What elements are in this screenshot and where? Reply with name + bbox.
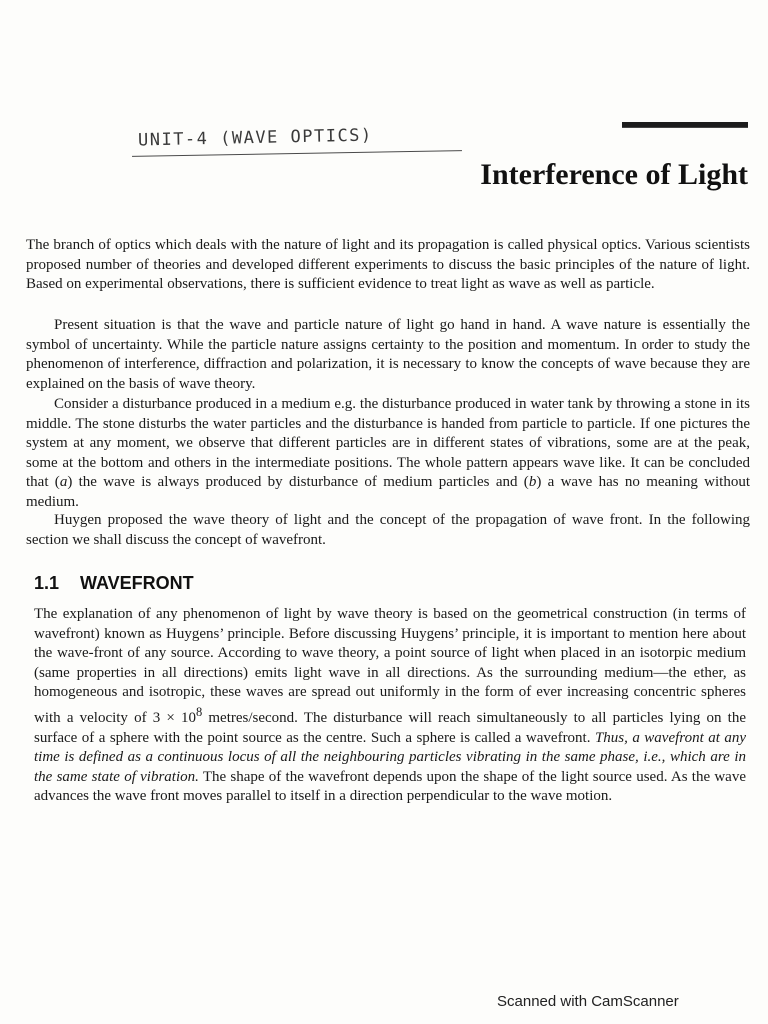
intro-paragraph-3: [26, 395, 750, 513]
intro-paragraph-1: The branch of optics which deals with the nature of light and its propagation is called physical optics. Various scientists proposed number of theories and developed different experiments to discuss the basic principles of the nature of light. Based on experimental observations, there is sufficient evidence to treat light as wave as well as particle.: [26, 237, 750, 293]
velocity-exponent: 8: [195, 704, 203, 719]
scanner-watermark: Scanned with CamScanner: [497, 993, 679, 1010]
top-rule: [622, 122, 748, 128]
wavefront-text-b: metres/second. The disturbance will reach simultaneously to all particles lying on the surface of a sphere with the point source as the centre. Such a sphere is called a wavefront.: [34, 709, 746, 746]
wavefront-definition: Thus, a wavefront at any time is defined as a continuous locus of all the neighbouring particles vibrating in the same phase, i.e., which are in the same state of vibration.: [34, 729, 746, 785]
wavefront-text-c: The shape of the wavefront depends upon the shape of the light source used. As the wave advances the wave front moves parallel to itself in a direction perpendicular to the wave motion.: [34, 768, 746, 805]
section-number: 1.1: [34, 573, 60, 593]
section-title: WAVEFRONT: [80, 573, 194, 593]
intro-paragraph-3-part-a: Consider a disturbance produced in a medium e.g. the disturbance produced in water tank by throwing a stone in its middle. The stone disturbs the water particles and the disturbance is handed from particle to particle. If one pictures the system at any moment, we observe that different particles are in different states of vibrations, some are at the peak, some at the bottom and others in the intermediate positions. The whole pattern appears wave like. It can be concluded that (: [26, 396, 750, 491]
list-letter-a: a: [59, 474, 68, 491]
wavefront-text-a: The explanation of any phenomenon of light by wave theory is based on the geometrical construction (in terms of wavefront) known as Huygens’ principle. Before discussing Huygens’ principle, it is important to mention here about the wave-front of any source. According to wave theory, a point source of light when placed in an isotorpic medium (same properties in all directions) emits light wave in all directions. As the surrounding medium—the ether, as homogeneous and isotropic, these waves are spread out uniformly in the form of ever increasing concentric spheres with a velocity of 3 × 10: [34, 606, 746, 726]
intro-paragraph-4: Huygen proposed the wave theory of light and the concept of the propagation of wave front. In the following section we shall discuss the concept of wavefront.: [26, 512, 750, 548]
intro-paragraph-2: Present situation is that the wave and particle nature of light go hand in hand. A wave nature is essentially the symbol of uncertainty. While the particle nature assigns certainty to the position and momentum. In order to study the phenomenon of interference, diffraction and polarization, it is necessary to know the concepts of wave because they are explained on the basis of wave theory.: [26, 317, 750, 392]
section-heading: [34, 573, 194, 594]
chapter-title: Interference of Light: [480, 158, 748, 191]
handwritten-unit-note: UNIT-4 (WAVE OPTICS): [137, 125, 373, 151]
list-letter-b: b: [528, 474, 537, 491]
intro-paragraph-3-part-c: ) a wave has no meaning without medium.: [26, 474, 750, 510]
wavefront-paragraph: [34, 605, 746, 807]
handwritten-underline: [132, 150, 462, 157]
intro-paragraph-3-part-b: ) the wave is always produced by disturbance of medium particles and (: [67, 474, 529, 491]
